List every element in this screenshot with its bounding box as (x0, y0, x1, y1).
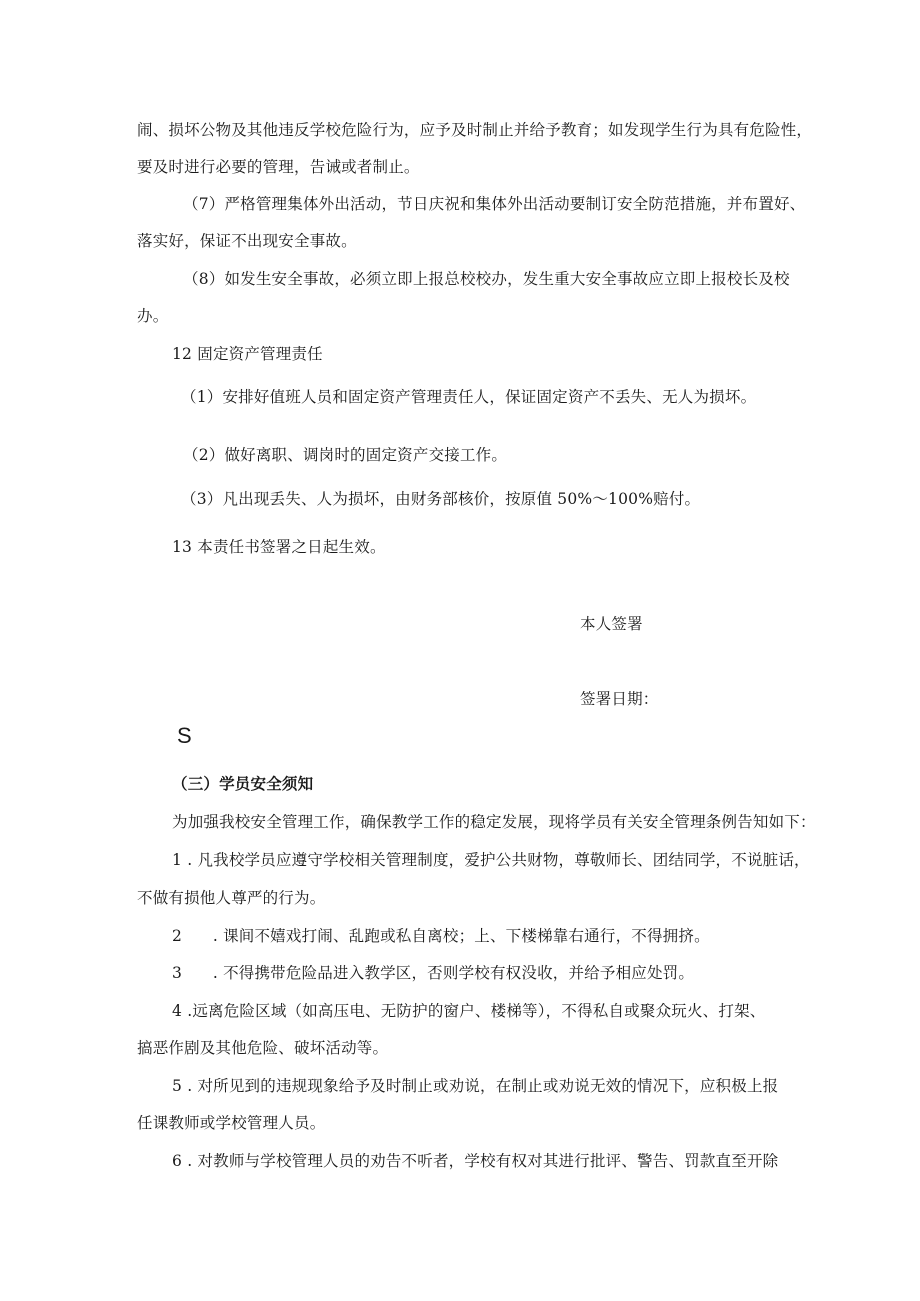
rule-item-1: 1 . 凡我校学员应遵守学校相关管理制度，爱护公共财物，尊敬师长、团结同学，不说脏话， (172, 851, 810, 869)
paragraph-line: 办。 (137, 307, 169, 325)
list-item-8: （8）如发生安全事故，必须立即上报总校校办，发生重大安全事故应立即上报校长及校 (183, 270, 790, 288)
list-item-1: （1）安排好值班人员和固定资产管理责任人，保证固定资产不丢失、无人为损坏。 (181, 388, 757, 406)
list-item-3: （3）凡出现丢失、人为损坏，由财务部核价，按原值 50%～100%赔付。 (181, 490, 701, 508)
rule-item-6: 6 . 对教师与学校管理人员的劝告不听者，学校有权对其进行批评、警告、罚款直至开除 (172, 1152, 779, 1170)
list-item-2: （2）做好离职、调岗时的固定资产交接工作。 (183, 446, 508, 464)
paragraph-line: 闹、损坏公物及其他违反学校危险行为，应予及时制止并给予教育；如发现学生行为具有危险性， (137, 121, 813, 139)
paragraph-line: 搞恶作剧及其他危险、破坏活动等。 (137, 1039, 389, 1057)
section-heading-12: 12 固定资产管理责任 (172, 345, 323, 363)
signature-label: 本人签署 (580, 615, 643, 633)
paragraph-line: 不做有损他人尊严的行为。 (137, 889, 326, 907)
paragraph-line: 落实好，保证不出现安全事故。 (137, 232, 357, 250)
paragraph-line: 要及时进行必要的管理，告诫或者制止。 (137, 158, 420, 176)
rule-item-3: 3 . 不得携带危险品进入教学区，否则学校有权没收，并给予相应处罚。 (172, 964, 695, 982)
rule-item-4: 4 .远离危险区域（如高压电、无防护的窗户、楼梯等），不得私自或聚众玩火、打架、 (172, 1002, 766, 1020)
stray-letter-s: S (177, 723, 192, 748)
section-title-student-safety: （三）学员安全须知 (172, 774, 314, 793)
rule-item-2: 2 . 课间不嬉戏打闹、乱跑或私自离校；上、下楼梯靠右通行，不得拥挤。 (172, 927, 710, 945)
section-heading-13: 13 本责任书签署之日起生效。 (172, 538, 386, 556)
rule-item-5: 5 . 对所见到的违规现象给予及时制止或劝说，在制止或劝说无效的情况下，应积极上报 (172, 1077, 779, 1095)
paragraph-line: 任课教师或学校管理人员。 (137, 1114, 326, 1132)
intro-paragraph: 为加强我校安全管理工作，确保教学工作的稳定发展，现将学员有关安全管理条例告知如下： (172, 813, 816, 831)
list-item-7: （7）严格管理集体外出活动，节日庆祝和集体外出活动要制订安全防范措施，并布置好、 (183, 195, 806, 213)
signature-date-label: 签署日期： (580, 690, 659, 708)
